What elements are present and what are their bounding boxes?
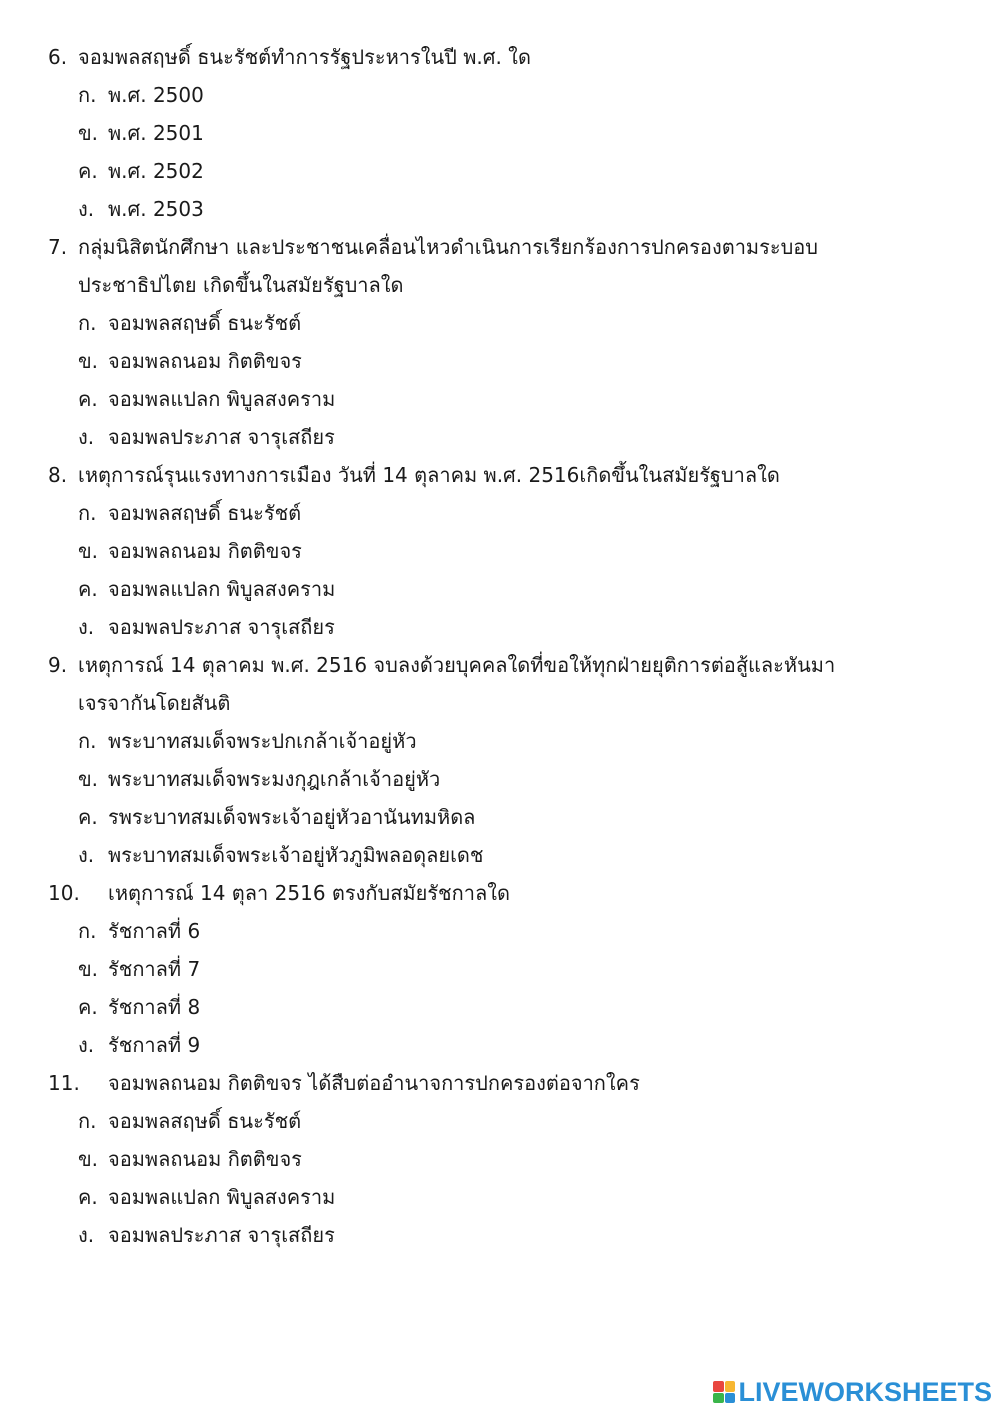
option-text: จอมพลถนอม กิตติขจร bbox=[108, 1147, 302, 1171]
liveworksheets-logo-icon bbox=[713, 1381, 735, 1403]
option-letter: ค. bbox=[78, 577, 98, 601]
option-b[interactable] bbox=[78, 950, 938, 988]
question-text: เหตุการณ์รุนแรงทางการเมือง วันที่ 14 ตุลาคม พ.ศ. 2516เกิดขึ้นในสมัยรัฐบาลใด bbox=[78, 463, 780, 487]
option-letter: ค. bbox=[78, 1185, 98, 1209]
option-text: พ.ศ. 2501 bbox=[108, 121, 204, 145]
option-d[interactable] bbox=[78, 1216, 938, 1254]
question-11-line-1 bbox=[48, 1064, 948, 1102]
option-letter: ง. bbox=[78, 615, 95, 639]
option-text: รพระบาทสมเด็จพระเจ้าอยู่หัวอานันทมหิดล bbox=[108, 805, 476, 829]
option-text: จอมพลแปลก พิบูลสงคราม bbox=[108, 577, 336, 601]
option-text: พ.ศ. 2503 bbox=[108, 197, 204, 221]
option-letter: ค. bbox=[78, 805, 98, 829]
liveworksheets-brand[interactable] bbox=[713, 1377, 992, 1407]
option-text: จอมพลสฤษดิ์ ธนะรัชต์ bbox=[108, 501, 302, 525]
option-a[interactable] bbox=[78, 1102, 938, 1140]
question-number: 8. bbox=[48, 463, 68, 487]
option-d[interactable] bbox=[78, 836, 938, 874]
question-7-line-1 bbox=[48, 228, 948, 266]
option-b[interactable] bbox=[78, 1140, 938, 1178]
option-c[interactable] bbox=[78, 380, 938, 418]
option-text: จอมพลแปลก พิบูลสงคราม bbox=[108, 1185, 336, 1209]
option-text: พระบาทสมเด็จพระมงกุฎเกล้าเจ้าอยู่หัว bbox=[108, 767, 441, 791]
question-number: 11. bbox=[48, 1071, 80, 1095]
option-c[interactable] bbox=[78, 1178, 938, 1216]
option-letter: ข. bbox=[78, 349, 99, 373]
option-a[interactable] bbox=[78, 494, 938, 532]
option-letter: ง. bbox=[78, 1033, 95, 1057]
option-text: พระบาทสมเด็จพระเจ้าอยู่หัวภูมิพลอดุลยเดช bbox=[108, 843, 484, 867]
question-6-line-1 bbox=[48, 38, 948, 76]
option-letter: ก. bbox=[78, 729, 97, 753]
option-letter: ข. bbox=[78, 1147, 99, 1171]
option-letter: ค. bbox=[78, 387, 98, 411]
option-letter: ง. bbox=[78, 843, 95, 867]
option-text: พ.ศ. 2502 bbox=[108, 159, 204, 183]
question-number: 10. bbox=[48, 881, 80, 905]
question-8-line-1 bbox=[48, 456, 948, 494]
option-letter: ก. bbox=[78, 1109, 97, 1133]
option-letter: ง. bbox=[78, 425, 95, 449]
question-9-line-1 bbox=[48, 646, 948, 684]
option-letter: ข. bbox=[78, 121, 99, 145]
option-c[interactable] bbox=[78, 152, 938, 190]
option-text: จอมพลถนอม กิตติขจร bbox=[108, 539, 302, 563]
question-10-line-1 bbox=[48, 874, 948, 912]
option-a[interactable] bbox=[78, 76, 938, 114]
option-a[interactable] bbox=[78, 912, 938, 950]
option-c[interactable] bbox=[78, 988, 938, 1026]
option-b[interactable] bbox=[78, 342, 938, 380]
option-text: รัชกาลที่ 6 bbox=[108, 919, 201, 943]
option-b[interactable] bbox=[78, 532, 938, 570]
option-letter: ง. bbox=[78, 197, 95, 221]
option-text: จอมพลประภาส จารุเสถียร bbox=[108, 425, 335, 449]
option-d[interactable] bbox=[78, 190, 938, 228]
option-text: พ.ศ. 2500 bbox=[108, 83, 204, 107]
option-letter: ค. bbox=[78, 159, 98, 183]
option-a[interactable] bbox=[78, 722, 938, 760]
option-text: จอมพลประภาส จารุเสถียร bbox=[108, 615, 335, 639]
question-number: 6. bbox=[48, 45, 68, 69]
option-letter: ข. bbox=[78, 539, 99, 563]
option-text: จอมพลแปลก พิบูลสงคราม bbox=[108, 387, 336, 411]
option-b[interactable] bbox=[78, 760, 938, 798]
question-text: เหตุการณ์ 14 ตุลา 2516 ตรงกับสมัยรัชกาลใด bbox=[108, 881, 510, 905]
question-number: 9. bbox=[48, 653, 68, 677]
option-text: รัชกาลที่ 9 bbox=[108, 1033, 201, 1057]
question-text: เหตุการณ์ 14 ตุลาคม พ.ศ. 2516 จบลงด้วยบุคคลใดที่ขอให้ทุกฝ่ายยุติการต่อสู้และหันมา bbox=[78, 653, 836, 677]
brand-text: LIVEWORKSHEETS bbox=[738, 1376, 992, 1407]
option-letter: ก. bbox=[78, 501, 97, 525]
option-letter: ค. bbox=[78, 995, 98, 1019]
option-text: จอมพลประภาส จารุเสถียร bbox=[108, 1223, 335, 1247]
question-text: กลุ่มนิสิตนักศึกษา และประชาชนเคลื่อนไหวดำเนินการเรียกร้องการปกครองตามระบอบ bbox=[78, 235, 818, 259]
question-number: 7. bbox=[48, 235, 68, 259]
question-text: จอมพลถนอม กิตติขจร ได้สืบต่ออำนาจการปกครองต่อจากใคร bbox=[108, 1071, 640, 1095]
option-letter: ข. bbox=[78, 767, 99, 791]
question-text: จอมพลสฤษดิ์ ธนะรัชต์ทำการรัฐประหารในปี พ.ศ. ใด bbox=[78, 45, 531, 69]
option-letter: ข. bbox=[78, 957, 99, 981]
option-text: จอมพลสฤษดิ์ ธนะรัชต์ bbox=[108, 311, 302, 335]
question-9-line-2: เจรจากันโดยสันติ bbox=[78, 691, 231, 715]
option-letter: ก. bbox=[78, 83, 97, 107]
option-letter: ก. bbox=[78, 919, 97, 943]
option-text: รัชกาลที่ 7 bbox=[108, 957, 201, 981]
question-7-line-2: ประชาธิปไตย เกิดขึ้นในสมัยรัฐบาลใด bbox=[78, 273, 404, 297]
option-text: จอมพลถนอม กิตติขจร bbox=[108, 349, 302, 373]
option-a[interactable] bbox=[78, 304, 938, 342]
option-letter: ง. bbox=[78, 1223, 95, 1247]
option-b[interactable] bbox=[78, 114, 938, 152]
option-text: รัชกาลที่ 8 bbox=[108, 995, 201, 1019]
option-text: จอมพลสฤษดิ์ ธนะรัชต์ bbox=[108, 1109, 302, 1133]
option-d[interactable] bbox=[78, 418, 938, 456]
option-letter: ก. bbox=[78, 311, 97, 335]
option-text: พระบาทสมเด็จพระปกเกล้าเจ้าอยู่หัว bbox=[108, 729, 417, 753]
option-c[interactable] bbox=[78, 570, 938, 608]
option-d[interactable] bbox=[78, 1026, 938, 1064]
option-c[interactable] bbox=[78, 798, 938, 836]
option-d[interactable] bbox=[78, 608, 938, 646]
